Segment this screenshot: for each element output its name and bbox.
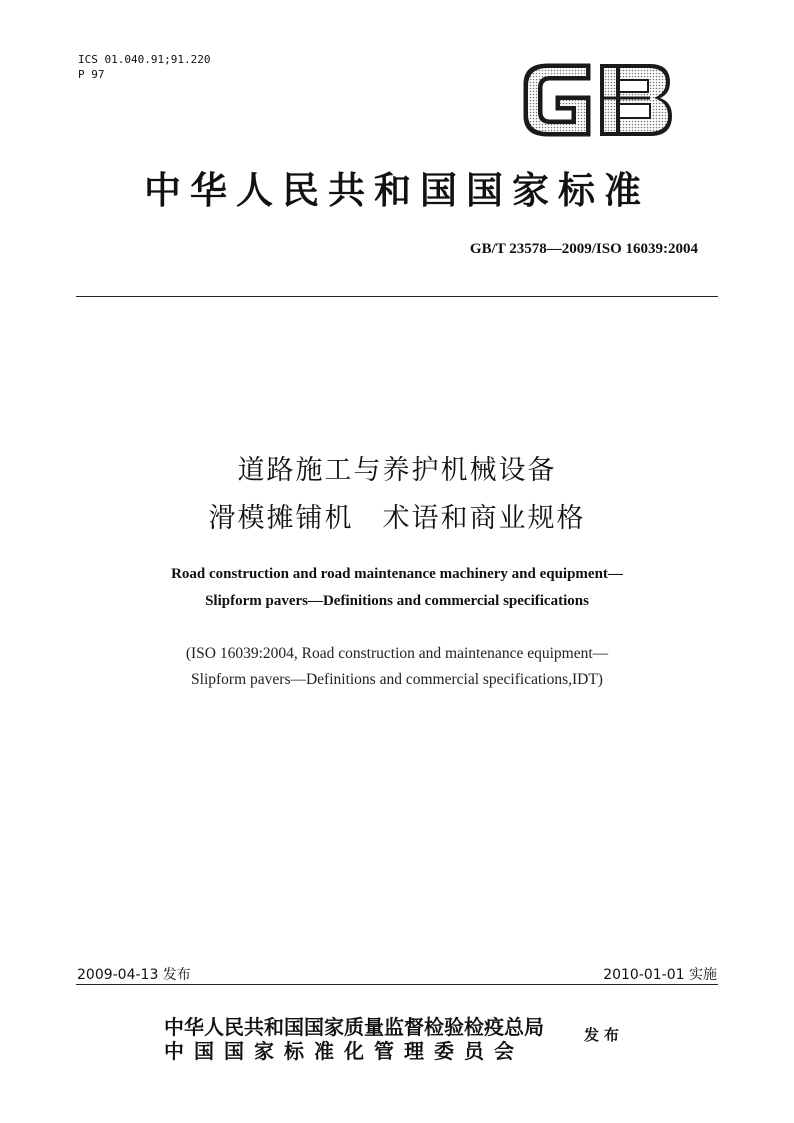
cn-title-line1: 道路施工与养护机械设备 (237, 455, 557, 486)
en-title-line1: Road construction and road maintenance machinery and equipment— (171, 566, 623, 582)
issuer-sac: 中国国家标准化管理委员会 (164, 1039, 524, 1063)
iso-reference-line1: (ISO 16039:2004, Road construction and maintenance equipment— (185, 645, 609, 662)
publish-label: 发布 (584, 1026, 625, 1044)
standard-code: GB/T 23578—2009/ISO 16039:2004 (469, 241, 698, 257)
en-title-line2: Slipform pavers—Definitions and commercial specifications (205, 593, 589, 609)
standard-name: 中华人民共和国国家标准 (144, 168, 650, 212)
issuer-aqsiq: 中华人民共和国国家质量监督检验检疫总局 (164, 1015, 544, 1039)
effective-date: 2010-01-01 实施 (603, 967, 717, 983)
header-divider (76, 296, 718, 297)
iso-reference-line2: Slipform pavers—Definitions and commercial specifications,IDT) (191, 671, 603, 688)
ccs-code: P 97 (78, 68, 105, 81)
classification-codes (78, 52, 210, 82)
ics-code: ICS 01.040.91;91.220 (78, 53, 211, 66)
footer-divider (76, 984, 718, 985)
gb-logo (520, 60, 676, 140)
issue-date: 2009-04-13 发布 (77, 967, 191, 983)
cn-title-line2: 滑模摊铺机 术语和商业规格 (208, 503, 586, 534)
